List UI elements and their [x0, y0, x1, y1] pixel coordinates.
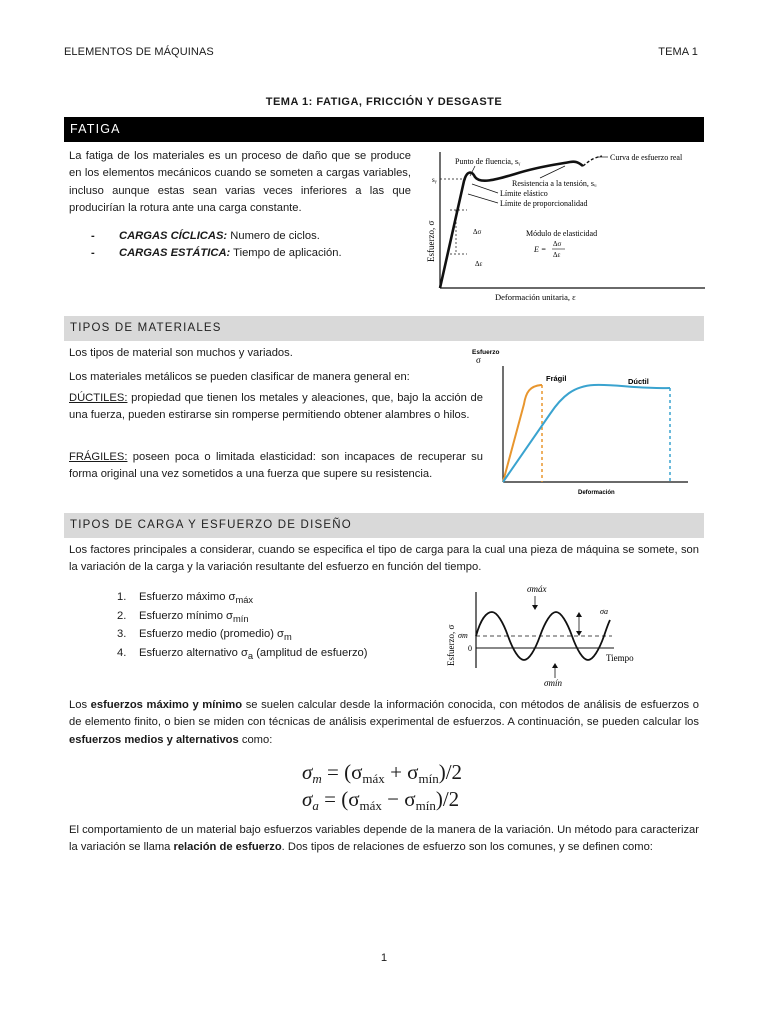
- label-sigma-max: σmáx: [527, 584, 547, 594]
- ductiles-paragraph: [69, 390, 483, 425]
- list-subscript: máx: [235, 595, 254, 606]
- formula-sub: máx: [362, 771, 385, 786]
- text-run: El comportamiento de un material bajo esfuerzos variables depende de la manera de la variación. Un método para caracterizar la variación se llama: [69, 824, 699, 854]
- label-sigma-a: σa: [600, 607, 608, 616]
- formula-sub: máx: [359, 798, 382, 813]
- document-title: TEMA 1: FATIGA, FRICCIÓN Y DESGASTE: [265, 96, 503, 108]
- formula-sub: mín: [415, 798, 436, 813]
- list-item: [69, 608, 429, 627]
- list-item: [69, 228, 419, 245]
- ductiles-term: DÚCTILES:: [69, 392, 128, 404]
- label-limite-elastico: Límite elástico: [500, 189, 548, 198]
- list-item: [69, 645, 429, 664]
- running-header-right: TEMA 1: [658, 46, 698, 58]
- fragiles-text: poseen poca o limitada elasticidad: son incapaces de recuperar su forma original una vez sometidos a una fuerza que supere su resistencia.: [69, 451, 483, 481]
- chart2-ylabel: Esfuerzo: [472, 349, 500, 356]
- formula-lhs: σ: [302, 787, 313, 811]
- label-punto-fluencia: Punto de fluencia, sᵧ: [455, 157, 521, 166]
- label-sigma-m: σm: [458, 631, 468, 640]
- fig1-ylabel: Esfuerzo, σ: [426, 220, 436, 262]
- modulo-formula-left: E =: [534, 245, 547, 254]
- section-heading-fatiga: FATIGA: [64, 117, 704, 142]
- list-item: [69, 589, 429, 608]
- label-limite-proporcionalidad: Límite de proporcionalidad: [500, 199, 588, 208]
- text-run: se suelen calcular desde la información conocida, con métodos de análisis de esfuerzos o de elemento finito, o bien se miden con técnicas de análisis experimental de esfuerzos. A continuación, se pueden calcular los: [69, 699, 699, 729]
- fatiga-paragraph: La fatiga de los materiales es un proceso de daño que se produce en los elementos mecánicos cuando se someten a cargas variables, incluso aunque estas sean varias veces inferiores a las que producirían la rotura ante una carga constante.: [69, 150, 411, 215]
- bold-term: esfuerzos máximo y mínimo: [90, 699, 243, 711]
- formula-end: )/2: [435, 787, 460, 811]
- delta-eps-label: Δε: [475, 260, 483, 268]
- list-text: Esfuerzo mínimo σ: [139, 609, 233, 622]
- list-number: 1.: [117, 591, 127, 603]
- label-fragil: Frágil: [546, 374, 567, 383]
- running-header-left: ELEMENTOS DE MÁQUINAS: [64, 46, 214, 58]
- materiales-p1: Los tipos de material son muchos y variados.: [69, 347, 293, 359]
- text-run: Los: [69, 699, 91, 711]
- bold-term: esfuerzos medios y alternativos: [69, 733, 239, 746]
- ductil-curve: [503, 385, 670, 482]
- formula-mid: = (σ: [321, 760, 363, 784]
- label-ductil: Dúctil: [628, 377, 649, 386]
- list-subscript: mín: [232, 613, 249, 624]
- list-number: 4.: [117, 647, 127, 660]
- chart2-xlabel: Deformación: [578, 490, 615, 496]
- cyclic-stress-figure: [436, 582, 672, 688]
- list-number: 3.: [117, 628, 127, 641]
- formula-lhs-sub: m: [312, 771, 322, 786]
- label-tiempo: Tiempo: [606, 653, 634, 663]
- label-zero: 0: [468, 644, 472, 653]
- fig1-sy-tick: sᵧ: [432, 176, 437, 184]
- list-text: Esfuerzo medio (promedio) σ: [139, 628, 284, 641]
- label-sigma-min: σmín: [544, 678, 562, 688]
- formula-op: + σ: [384, 760, 419, 784]
- real-stress-curve: [583, 156, 602, 166]
- label-curva-real: Curva de esfuerzo real: [610, 153, 683, 162]
- section-heading-tipos-carga: TIPOS DE CARGA Y ESFUERZO DE DISEÑO: [64, 513, 704, 538]
- bullet-text: Numero de ciclos.: [227, 230, 320, 242]
- fragiles-paragraph: [69, 449, 483, 484]
- carga-paragraph: Los factores principales a considerar, cuando se especifica el tipo de carga para la cual una pieza de máquina se somete, son la variación de la carga y la variación resultante del esfuerzo en función del tiempo.: [69, 544, 699, 574]
- label-resistencia: Resistencia a la tensión, sᵤ: [512, 179, 597, 188]
- delta-sigma-label: Δσ: [473, 228, 482, 236]
- text-run: . Dos tipos de relaciones de esfuerzo son los comunes, y se definen como:: [281, 841, 653, 854]
- fig3-ylabel: Esfuerzo, σ: [446, 624, 456, 666]
- ductiles-text: propiedad que tienen los metales y aleaciones, que, bajo la acción de una fuerza, pueden estirarse sin romperse permitiendo obtener alambres o hilos.: [69, 392, 483, 422]
- formula-sigma-a: [302, 787, 459, 818]
- formula-lhs: σ: [302, 760, 313, 784]
- bold-term: relación de esfuerzo: [173, 841, 282, 854]
- modulo-denominator: Δε: [553, 251, 561, 259]
- list-text-after: (amplitud de esfuerzo): [253, 647, 368, 660]
- fragiles-term: FRÁGILES:: [69, 451, 128, 463]
- formula-sub: mín: [418, 771, 439, 786]
- label-modulo: Módulo de elasticidad: [526, 229, 598, 238]
- list-text: Esfuerzo alternativo σ: [139, 647, 248, 660]
- list-text: Esfuerzo máximo σ: [139, 591, 236, 603]
- formula-lhs-sub: a: [312, 798, 319, 813]
- ductile-fragile-chart: [466, 346, 696, 500]
- fig1-xlabel: Deformación unitaria, ε: [495, 292, 576, 302]
- modulo-numerator: Δσ: [553, 240, 562, 248]
- relacion-paragraph: [69, 822, 699, 857]
- text-run: como:: [238, 733, 273, 746]
- load-type-list: [69, 228, 419, 263]
- bullet-term: CARGAS ESTÁTICA:: [119, 247, 231, 260]
- list-item: [69, 626, 429, 645]
- formula-end: )/2: [438, 760, 463, 784]
- list-subscript: m: [283, 632, 292, 643]
- bullet-term: CARGAS CÍCLICAS:: [119, 230, 228, 242]
- formula-mid: = (σ: [318, 787, 360, 811]
- page-number: 1: [380, 952, 388, 964]
- materiales-p2: Los materiales metálicos se pueden clasificar de manera general en:: [69, 371, 410, 383]
- formula-op: − σ: [381, 787, 416, 811]
- section-heading-tipos-materiales: TIPOS DE MATERIALES: [64, 316, 704, 341]
- list-number: 2.: [117, 609, 127, 622]
- esfuerzos-paragraph: [69, 697, 699, 749]
- stress-strain-figure: [420, 144, 712, 306]
- stress-types-list: [69, 589, 429, 664]
- list-item: [69, 245, 419, 262]
- list-subscript: a: [247, 651, 254, 662]
- chart2-ylabel-symbol: σ: [476, 355, 481, 365]
- bullet-text: Tiempo de aplicación.: [230, 247, 342, 260]
